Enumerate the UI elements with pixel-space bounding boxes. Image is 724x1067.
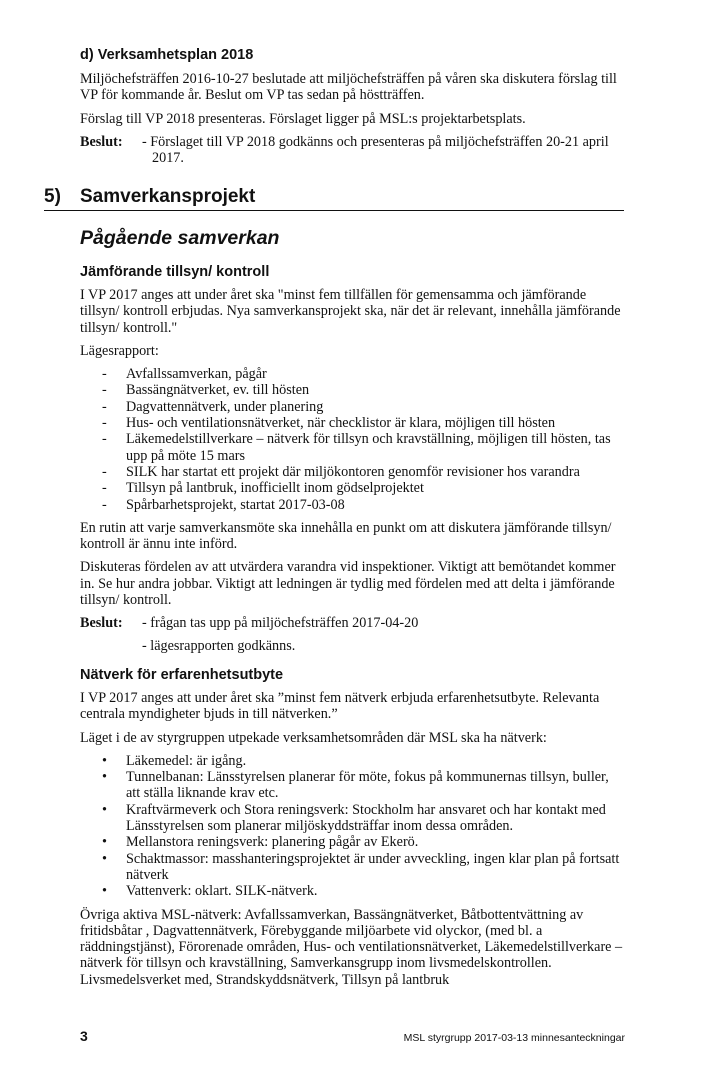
paragraph: I VP 2017 anges att under året ska "minst fem tillfällen för gemensamma och jämförande tillsyn/ kontroll erbjudas. Nya samverkansprojekt ska, när det är relevant, innehålla jämförande tillsyn/ kontroll." — [80, 287, 621, 336]
bullet-icon — [102, 883, 107, 899]
section-title: Samverkansprojekt — [80, 186, 256, 207]
dash-icon — [102, 366, 107, 382]
pagaende-heading: Pågående samverkan — [80, 227, 280, 249]
list-item: - Dagvattennätverk, under planering — [80, 399, 625, 415]
section-heading — [44, 186, 624, 211]
beslut-label: Beslut: — [80, 615, 123, 632]
dash-icon — [102, 415, 107, 431]
samverkan-block — [80, 226, 625, 995]
dash-icon — [102, 480, 107, 496]
list-item: - SILK har startat ett projekt där miljökontoren genomför revisioner hos varandra — [80, 464, 625, 480]
bullet-icon — [102, 851, 107, 867]
list-item: - Tillsyn på lantbruk, inofficiellt inom gödselprojektet — [80, 480, 625, 496]
list-item: - Spårbarhetsprojekt, startat 2017-03-08 — [80, 497, 625, 513]
lagesrapport-list — [80, 366, 625, 513]
list-item: • Schaktmassor: masshanteringsprojektet är under avveckling, ingen klar plan på fortsatt nätverk — [80, 851, 625, 884]
dash-icon — [102, 399, 107, 415]
paragraph: Övriga aktiva MSL-nätverk: Avfallssamverkan, Bassängnätverket, Båtbottentvättning av fritidsbåtar , Dagvattennätverk, Förebyggande miljöarbete vid olyckor, (med bl. a räddningstjänst), Förorenade områden, Hus- och ventilationsnätverket, Läkemedelstillverkare – nätverk för tillsyn och kravställning, Samverkansgrupp inom livsmedelskontrollen. Livsmedelsverket med, Strandskyddsnätverk, Tillsyn på lantbruk — [80, 906, 623, 988]
list-item: • Mellanstora reningsverk: planering pågår av Ekerö. — [80, 834, 625, 850]
dash-icon — [102, 382, 107, 398]
natverk-heading: Nätverk för erfarenhetsutbyte — [80, 666, 284, 683]
verksamhetsplan-heading: d) Verksamhetsplan 2018 — [80, 47, 254, 63]
list-item: - Läkemedelstillverkare – nätverk för tillsyn och kravställning, möjligen till hösten, tas upp på möte 15 mars — [80, 431, 625, 464]
paragraph: I VP 2017 anges att under året ska ”minst fem nätverk erbjuda erfarenhetsutbyte. Relevanta centrala myndigheter bjuds in till nätverken.” — [80, 689, 600, 723]
dash-icon — [102, 431, 107, 447]
paragraph: Lägesrapport: — [80, 342, 159, 359]
beslut-item: - lägesrapporten godkänns. — [142, 637, 296, 654]
paragraph: En rutin att varje samverkansmöte ska innehålla en punkt om att diskutera jämförande tillsyn/ kontroll är ännu inte införd. — [80, 519, 612, 553]
list-item: • Kraftvärmeverk och Stora reningsverk: Stockholm har ansvaret och har kontakt med Länsstyrelsen som planerar miljöskyddsträffar inom dessa områden. — [80, 802, 625, 835]
beslut-item: - Förslaget till VP 2018 godkänns och presenteras på miljöchefsträffen 20-21 april 2017. — [142, 133, 609, 167]
page-footer — [80, 1028, 625, 1046]
jamforande-heading: Jämförande tillsyn/ kontroll — [80, 264, 270, 280]
bullet-icon — [102, 753, 107, 769]
section-number: 5) — [44, 186, 61, 207]
verksamhetsplan-block — [80, 46, 625, 173]
bullet-icon — [102, 802, 107, 818]
dash-icon — [102, 497, 107, 513]
list-item: - Avfallssamverkan, pågår — [80, 366, 625, 382]
list-item: - Hus- och ventilationsnätverket, när checklistor är klara, möjligen till hösten — [80, 415, 625, 431]
list-item: • Läkemedel: är igång. — [80, 753, 625, 769]
list-item: • Tunnelbanan: Länsstyrelsen planerar för möte, fokus på kommunernas tillsyn, buller, att ställa liknande krav etc. — [80, 769, 625, 802]
paragraph: Miljöchefsträffen 2016-10-27 beslutade att miljöchefsträffen på våren ska diskutera förslag till VP för kommande år. Beslut om VP tas sedan på höstträffen. — [80, 71, 617, 104]
bullet-icon — [102, 769, 107, 785]
paragraph: Förslag till VP 2018 presenteras. Förslaget ligger på MSL:s projektarbetsplats. — [80, 110, 526, 127]
beslut-block — [80, 615, 625, 654]
list-item: • Vattenverk: oklart. SILK-nätverk. — [80, 883, 625, 899]
natverk-list — [80, 753, 625, 900]
beslut-item: - frågan tas upp på miljöchefsträffen 2017-04-20 — [142, 615, 419, 632]
bullet-icon — [102, 834, 107, 850]
beslut-block — [80, 134, 625, 167]
dash-icon — [102, 464, 107, 480]
paragraph: Läget i de av styrgruppen utpekade verksamhetsområden där MSL ska ha nätverk: — [80, 729, 547, 746]
paragraph: Diskuteras fördelen av att utvärdera varandra vid inspektioner. Viktigt att bemötandet kommer in. Se hur andra jobbar. Viktigt att ledningen är tydlig med fördelen med att delta i jämförande tillsyn/ kontroll. — [80, 559, 616, 609]
page-number: 3 — [80, 1028, 88, 1044]
beslut-label: Beslut: — [80, 133, 123, 150]
list-item: - Bassängnätverket, ev. till hösten — [80, 382, 625, 398]
footer-text: MSL styrgrupp 2017-03-13 minnesanteckningar — [403, 1032, 625, 1044]
